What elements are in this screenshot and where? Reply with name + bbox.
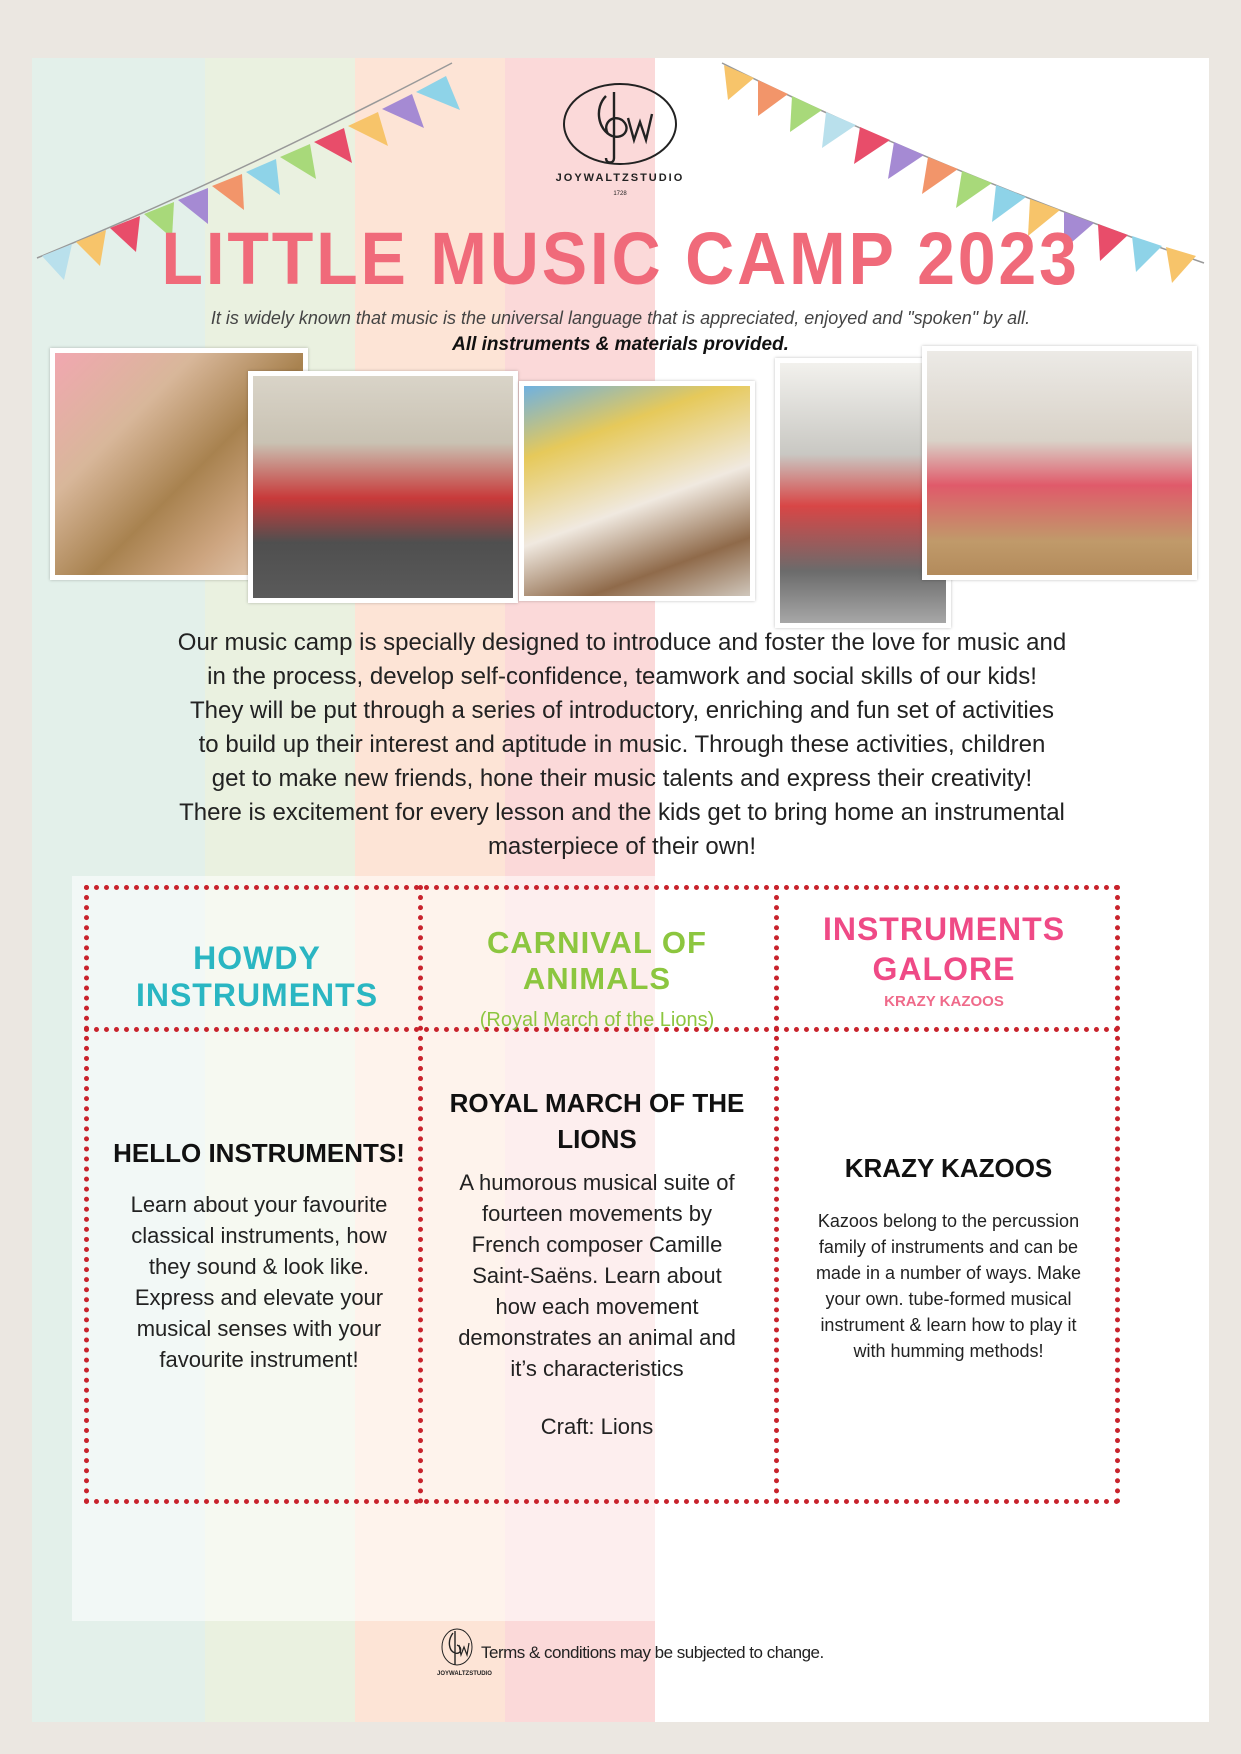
column-heading	[92, 940, 422, 1014]
subtitle: It is widely known that music is the universal language that is appreciated, enjoyed and "spoken" by all.	[210, 308, 1031, 328]
body-text: Kazoos belong to the percussion family of instruments and can be made in a number of ways. Make your own. tube-formed musical instrument & learn how to play it with humming methods!	[815, 1211, 1082, 1361]
column-body	[104, 1135, 414, 1375]
terms-note: Terms & conditions may be subjected to change.	[481, 1643, 824, 1662]
column-body	[427, 1085, 767, 1440]
heading-howdy-instruments: HOWDY INSTRUMENTS	[135, 940, 379, 1013]
footer-logo-name: JOYWALTZSTUDIO	[437, 1671, 492, 1677]
heading-subtitle: (Royal March of the Lions)	[479, 1009, 715, 1031]
photo-kids-with-drawings	[519, 381, 755, 601]
intro-paragraph: Our music camp is specially designed to introduce and foster the love for music and in the process, develop self-confidence, teamwork and social skills of our kids! They will be put through a series of introductory, enriching and fun set of activities to build up their interest and aptitude in music. Through these activities, children get to make new friends, hone their music talents and express their creativity! There is excitement for every lesson and the kids get to bring home an instrumental masterpiece of their own!	[177, 629, 1067, 860]
studio-logo	[540, 78, 700, 197]
body-title: ROYAL MARCH OF THE LIONS	[449, 1088, 745, 1154]
column-heading	[427, 925, 767, 1032]
table-border	[84, 1499, 1120, 1504]
body-text: A humorous musical suite of fourteen movements by French composer Camille Saint-Saëns. Learn about how each movement demonstrates an animal and it’s characteristics	[458, 1170, 736, 1381]
materials-note: All instruments & materials provided.	[452, 334, 789, 355]
logo-number: 1728	[613, 191, 627, 197]
activities-table	[72, 876, 1132, 1621]
footer	[437, 1625, 837, 1685]
treble-clef-logo-icon	[540, 78, 700, 170]
flyer-page	[32, 58, 1209, 1722]
body-text: Learn about your favourite classical instruments, how they sound & look like. Express and elevate your musical senses with your favourite instrument!	[130, 1192, 388, 1372]
table-border	[84, 885, 89, 1504]
body-title: HELLO INSTRUMENTS!	[113, 1138, 405, 1168]
column-heading	[774, 909, 1114, 1010]
column-body	[781, 1150, 1116, 1364]
heading-instruments-galore: INSTRUMENTS GALORE	[822, 911, 1066, 987]
photo-kids-dancing	[922, 346, 1197, 580]
heading-subtitle: KRAZY KAZOOS	[884, 993, 1004, 1010]
heading-carnival-of-animals: CARNIVAL OF ANIMALS	[487, 925, 707, 996]
body-title: KRAZY KAZOOS	[844, 1153, 1053, 1183]
footer-logo	[437, 1625, 492, 1681]
page-title: LITTLE MUSIC CAMP 2023	[161, 217, 1080, 300]
treble-clef-small-icon	[437, 1625, 477, 1671]
table-border	[84, 885, 1120, 890]
logo-name: JOYWALTZSTUDIO	[555, 172, 685, 184]
craft-note: Craft: Lions	[540, 1414, 654, 1439]
photo-kids-with-instruments	[248, 371, 518, 603]
